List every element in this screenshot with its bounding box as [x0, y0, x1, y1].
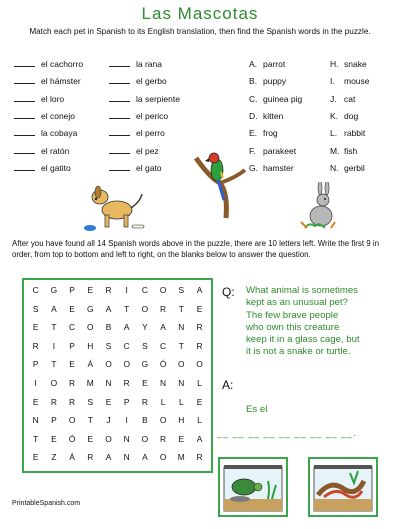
english-word: guinea pig [263, 93, 303, 104]
grid-letter[interactable]: P [32, 359, 39, 370]
option-letter: H. [330, 59, 339, 69]
option-letter: F. [249, 145, 256, 156]
spanish-word: el ratón [41, 145, 70, 156]
grid-letter[interactable]: S [32, 303, 39, 314]
grid-letter[interactable]: T [51, 359, 57, 370]
grid-letter[interactable]: C [123, 340, 130, 351]
grid-letter[interactable]: E [69, 359, 75, 370]
question-line: keep it in a glass cage, but [246, 334, 360, 346]
spanish-word: el cachorro [41, 59, 84, 69]
answer-blank[interactable] [109, 101, 130, 102]
answer-blank[interactable] [109, 153, 130, 154]
grid-letter[interactable]: N [123, 433, 130, 444]
grid-letter[interactable]: S [142, 340, 148, 351]
answer-blank[interactable] [109, 66, 130, 67]
grid-letter[interactable]: A [105, 452, 112, 463]
grid-letter[interactable]: I [125, 415, 128, 426]
spanish-word-row [14, 94, 64, 104]
grid-letter[interactable]: T [87, 415, 93, 426]
grid-letter[interactable]: R [32, 340, 39, 351]
grid-letter[interactable]: O [159, 415, 167, 426]
english-word-row [330, 163, 365, 173]
english-word: dog [344, 110, 359, 121]
english-word-row [249, 59, 285, 69]
spanish-word: el conejo [41, 110, 76, 121]
option-letter: B. [249, 76, 258, 87]
grid-letter[interactable]: E [196, 303, 203, 314]
spanish-word-row [109, 59, 162, 69]
grid-letter[interactable]: A [105, 303, 112, 314]
spanish-word: el gatito [41, 162, 71, 173]
english-word: kitten [263, 110, 284, 121]
grid-letter[interactable]: B [105, 322, 112, 333]
question-line: kept as an unusual pet? [246, 297, 348, 309]
grid-letter[interactable]: C [160, 340, 167, 351]
grid-letter[interactable]: E [32, 322, 39, 333]
question-line: The few brave people [246, 309, 339, 321]
turtle-tank-illustration [218, 457, 288, 517]
english-word-row [249, 146, 296, 156]
grid-letter[interactable]: Á [69, 452, 75, 463]
question-line: What animal is sometimes [246, 285, 358, 296]
option-letter: E. [249, 128, 258, 139]
grid-letter[interactable]: O [123, 359, 130, 370]
option-letter: G. [249, 162, 258, 173]
spanish-word: la serpiente [136, 93, 180, 104]
instructions: Match each pet in Spanish to its English translation, then find the Spanish words in the puzzle. [29, 27, 371, 36]
grid-letter[interactable]: R [196, 340, 203, 351]
spanish-word: el gerbo [136, 76, 167, 87]
grid-letter[interactable]: O [105, 433, 112, 444]
answer-blank[interactable] [109, 118, 130, 119]
english-word: frog [263, 128, 278, 139]
grid-letter[interactable]: I [125, 285, 128, 295]
spanish-word: el loro [41, 93, 65, 104]
grid-letter[interactable]: G [141, 359, 149, 370]
grid-letter[interactable]: E [51, 433, 57, 444]
grid-letter[interactable]: P [51, 415, 57, 426]
grid-letter[interactable]: J [106, 415, 111, 426]
grid-letter[interactable]: N [105, 378, 112, 388]
grid-letter[interactable]: R [160, 433, 167, 444]
english-word: puppy [263, 76, 287, 87]
spanish-word-row [14, 59, 83, 69]
english-word: parrot [263, 59, 286, 69]
word-search-grid [22, 278, 213, 473]
english-word-row [330, 59, 367, 69]
grid-letter[interactable]: P [69, 285, 75, 295]
page-title: Las Mascotas [141, 4, 259, 23]
grid-letter[interactable]: Ó [68, 433, 76, 444]
grid-letter[interactable]: R [69, 378, 76, 388]
parrot-illustration [190, 148, 250, 220]
grid-letter[interactable]: S [105, 340, 112, 351]
answer-blank[interactable] [109, 170, 130, 171]
grid-letter[interactable]: S [178, 285, 185, 295]
grid-letter[interactable]: A [51, 303, 57, 314]
option-letter: N. [330, 162, 339, 173]
option-letter: L. [330, 128, 338, 139]
grid-letter[interactable]: H [87, 340, 94, 351]
grid-letter[interactable]: N [160, 378, 167, 388]
spanish-word: el hámster [41, 76, 81, 87]
grid-letter[interactable]: H [178, 415, 185, 426]
puzzle-instructions: After you have found all 14 Spanish words above in the puzzle, there are 10 letters left. Write the first 9 in order, from top to bottom and left to right, on the blanks below to answer the question. [12, 239, 379, 259]
english-word-row [249, 163, 294, 173]
spanish-word-row [14, 163, 71, 173]
grid-letter[interactable]: L [197, 415, 202, 426]
spanish-word: la cobaya [41, 128, 78, 139]
english-word: fish [344, 145, 358, 156]
grid-letter[interactable]: M [86, 378, 94, 388]
spanish-word: el gato [136, 162, 162, 173]
grid-letter[interactable]: E [32, 396, 39, 407]
english-word-row [330, 111, 358, 121]
grid-letter[interactable]: E [32, 452, 39, 463]
grid-letter[interactable]: L [197, 378, 202, 388]
grid-letter[interactable]: P [69, 340, 75, 351]
answer-blank[interactable] [14, 83, 35, 84]
english-word: parakeet [263, 145, 297, 156]
grid-letter[interactable]: L [160, 396, 166, 407]
grid-letter[interactable]: Ó [159, 359, 167, 370]
answer-blank[interactable] [14, 101, 35, 102]
spanish-word-row [14, 146, 69, 156]
english-word-row [249, 111, 283, 121]
answer-blank[interactable] [14, 153, 35, 154]
english-word: snake [344, 59, 367, 69]
grid-letter[interactable]: T [178, 303, 184, 314]
grid-letter[interactable]: T [178, 340, 184, 351]
grid-letter[interactable]: O [159, 452, 167, 463]
spanish-word-row [14, 76, 81, 86]
grid-letter[interactable]: O [196, 359, 203, 370]
answer-blank[interactable] [109, 83, 130, 84]
grid-letter[interactable]: O [105, 359, 112, 370]
grid-letter[interactable]: R [196, 452, 203, 463]
grid-letter[interactable]: N [123, 452, 130, 463]
grid-letter[interactable]: O [87, 322, 94, 333]
rabbit-illustration [299, 182, 339, 232]
answer-blank[interactable] [109, 135, 130, 136]
question-label: Q: [222, 285, 235, 299]
spanish-word: la rana [136, 59, 162, 69]
spanish-word-row [109, 76, 167, 86]
option-letter: M. [330, 145, 340, 156]
answer-prefix: Es el [246, 404, 268, 415]
grid-letter[interactable]: T [124, 303, 130, 314]
grid-letter[interactable]: O [159, 285, 167, 295]
grid-letter[interactable]: C [141, 285, 148, 295]
answer-blank[interactable] [14, 170, 35, 171]
english-word: hamster [263, 162, 294, 173]
grid-letter[interactable]: I [34, 378, 37, 388]
grid-letter[interactable]: M [177, 452, 185, 463]
grid-letter[interactable]: C [69, 322, 76, 333]
grid-letter[interactable]: E [87, 285, 94, 295]
grid-letter[interactable]: O [50, 378, 58, 388]
answer-blanks: __ __ __ __ __ __ __ __ __. [217, 428, 357, 438]
grid-letter[interactable]: R [196, 322, 203, 333]
grid-letter[interactable]: N [178, 322, 185, 333]
spanish-word: el perro [136, 128, 165, 139]
grid-letter[interactable]: E [69, 303, 75, 314]
english-word: rabbit [344, 128, 366, 139]
english-word: cat [344, 93, 356, 104]
question-line: it is not a snake or turtle. [246, 346, 351, 358]
english-word-row [330, 76, 370, 86]
grid-letter[interactable]: T [33, 433, 39, 444]
option-letter: A. [249, 59, 258, 69]
option-letter: C. [249, 93, 258, 104]
footer-credit: PrintableSpanish.com [12, 500, 81, 507]
grid-letter[interactable]: G [87, 303, 94, 314]
grid-letter[interactable]: Z [51, 452, 57, 463]
grid-letter[interactable]: E [196, 396, 203, 407]
spanish-word-row [109, 163, 162, 173]
spanish-word-row [109, 128, 165, 138]
answer-blank[interactable] [14, 135, 35, 136]
grid-letter[interactable]: G [50, 285, 58, 295]
grid-letter[interactable]: Y [142, 322, 148, 333]
grid-letter[interactable]: E [142, 378, 148, 388]
answer-blank[interactable] [14, 66, 35, 67]
grid-letter[interactable]: N [32, 415, 39, 426]
grid-letter[interactable]: O [68, 415, 76, 426]
english-word-row [249, 94, 302, 104]
grid-letter[interactable]: O [141, 433, 149, 444]
english-word: mouse [344, 76, 370, 87]
spanish-word: el pez [136, 145, 159, 156]
grid-letter[interactable]: N [178, 378, 185, 388]
english-word: gerbil [344, 162, 365, 173]
option-letter: K. [330, 110, 339, 121]
grid-letter[interactable]: C [32, 285, 39, 295]
grid-letter[interactable]: R [141, 396, 148, 407]
question-text [246, 285, 396, 359]
english-word-row [330, 146, 357, 156]
grid-letter[interactable]: R [50, 396, 57, 407]
spanish-word-row [14, 128, 77, 138]
grid-letter[interactable]: A [196, 285, 203, 295]
english-word-row [249, 76, 286, 86]
grid-letter[interactable]: P [123, 396, 130, 407]
grid-letter[interactable]: O [141, 303, 149, 314]
grid-letter[interactable]: A [142, 452, 148, 463]
grid-letter[interactable]: A [160, 322, 166, 333]
grid-letter[interactable]: E [105, 396, 112, 407]
question-line: who own this creature [246, 321, 340, 333]
spanish-word-row [109, 94, 180, 104]
spanish-word-row [14, 111, 75, 121]
spanish-word-row [109, 111, 168, 121]
snake-tank-illustration [308, 457, 378, 517]
english-word-row [330, 128, 365, 138]
grid-letter[interactable]: S [87, 396, 94, 407]
english-word-row [249, 128, 278, 138]
english-word-row [330, 94, 355, 104]
answer-blank[interactable] [14, 118, 35, 119]
grid-letter[interactable]: L [178, 396, 184, 407]
grid-letter[interactable]: B [142, 415, 148, 426]
option-letter: I. [330, 76, 335, 87]
spanish-word: el perico [136, 110, 169, 121]
grid-letter[interactable]: R [160, 303, 167, 314]
answer-label: A: [222, 378, 234, 392]
spanish-word-row [109, 146, 159, 156]
grid-letter[interactable]: O [178, 359, 185, 370]
grid-letter[interactable]: R [87, 452, 94, 463]
option-letter: D. [249, 110, 258, 121]
grid-letter[interactable]: I [52, 340, 56, 351]
grid-letter[interactable]: R [69, 396, 76, 407]
grid-letter[interactable]: A [196, 433, 203, 444]
grid-letter[interactable]: R [123, 378, 130, 388]
dog-illustration [84, 180, 150, 234]
option-letter: J. [330, 93, 337, 104]
grid-letter[interactable]: T [51, 322, 57, 333]
grid-letter[interactable]: E [178, 433, 185, 444]
grid-letter[interactable]: A [123, 322, 130, 333]
grid-letter[interactable]: E [87, 433, 94, 444]
grid-letter[interactable]: Á [87, 359, 94, 370]
grid-letter[interactable]: R [105, 285, 112, 295]
